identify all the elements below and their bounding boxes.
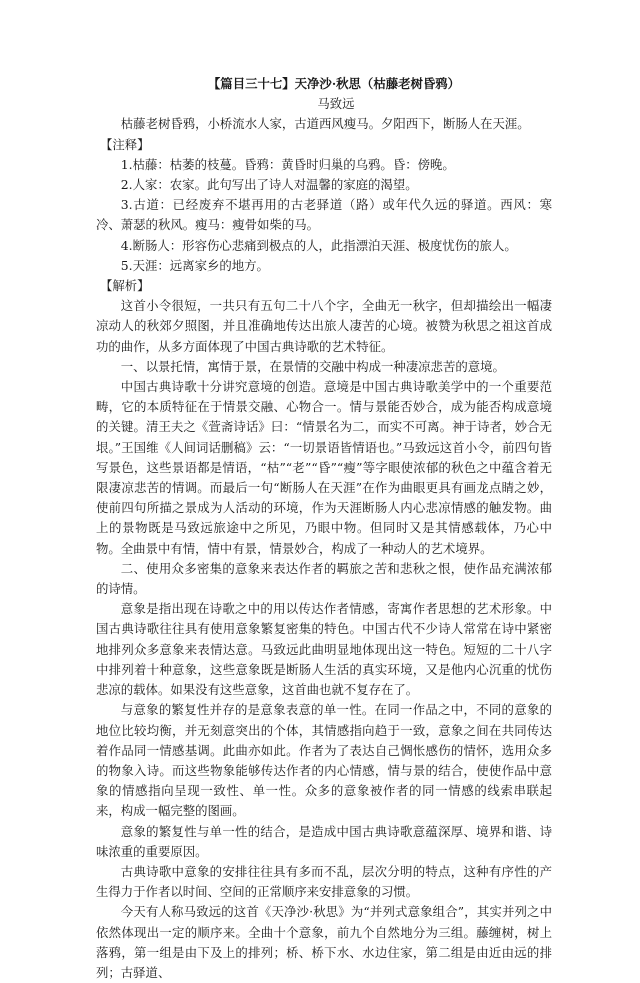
- analysis-paragraph-4: 二、使用众多密集的意象来表达作者的羁旅之苦和悲秋之恨，使作品充满浓郁的诗情。: [96, 560, 552, 597]
- analysis-paragraph-1: 这首小令很短，一共只有五句二十八个字，全曲无一秋字，但却描绘出一幅凄凉动人的秋郊夕照图，并且准确地传达出旅人凄苦的心境。被赞为秋思之祖这首成功的曲作，从多方面体现了中国古典诗歌的艺术特征。: [96, 298, 552, 354]
- analysis-heading: 【解析】: [100, 278, 150, 294]
- note-1: 1.枯藤：枯萎的枝蔓。昏鸦：黄昏时归巢的乌鸦。昏：傍晚。: [120, 156, 455, 172]
- analysis-paragraph-2: 一、以景托情，寓情于景，在景情的交融中构成一种凄凉悲苦的意境。: [120, 358, 505, 374]
- document-title: 【篇目三十七】天净沙·秋思（枯藤老树昏鸦）: [207, 76, 461, 91]
- note-3: 3.古道：已经废弃不堪再用的古老驿道（路）或年代久远的驿道。西风：寒冷、萧瑟的秋风。瘦马：瘦骨如柴的马。: [96, 197, 552, 233]
- note-4: 4.断肠人：形容伤心悲痛到极点的人，此指漂泊天涯、极度忧伤的旅人。: [120, 237, 517, 253]
- analysis-paragraph-5: 意象是指出现在诗歌之中的用以传达作者情感，寄寓作者思想的艺术形象。中国古典诗歌往往具有使用意象繁复密集的特色。中国古代不少诗人常常在诗中紧密地排列众多意象来表情达意。马致远此曲明显地体现出这一特色。短短的二十八字中排列着十种意象，这些意象既是断肠人生活的真实环境，又是他内心沉重的忧伤悲凉的载体。如果没有这些意象，这首曲也就不复存在了。: [96, 601, 552, 698]
- note-2: 2.人家：农家。此句写出了诗人对温馨的家庭的渴望。: [120, 177, 418, 193]
- analysis-paragraph-6: 与意象的繁复性并存的是意象表意的单一性。在同一作品之中，不同的意象的地位比较均衡，并无刻意突出的个体，其情感指向趋于一致，意象之间在共同传达着作品同一情感基调。此曲亦如此。作者为了表达自己惆怅感伤的情怀，选用众多的物象入诗。而这些物象能够传达作者的内心情感，情与景的结合，使使作品中意象的情感指向呈现一致性、单一性。众多的意象被作者的同一情感的线索串联起来，构成一幅完整的图画。: [96, 702, 552, 819]
- analysis-paragraph-3: 中国古典诗歌十分讲究意境的创造。意境是中国古典诗歌美学中的一个重要范畴，它的本质特征在于情景交融、心物合一。情与景能否妙合，成为能否构成意境的关键。清王夫之《萱斋诗话》曰：“情景名为二，而实不可离。神于诗者，妙合无垠。”王国维《人间词话删稿》云：“一切景语皆情语也。”马致远这首小令，前四句皆写景色，这些景语都是情语，“枯”“老”“昏”“瘦”等字眼使浓郁的秋色之中蕴含着无限凄凉悲苦的情调。而最后一句“断肠人在天涯”在作为曲眼更具有画龙点睛之妙，使前四句所描之景成为人活动的环境，作为天涯断肠人内心悲凉情感的触发物。曲上的景物既是马致远旅途中之所见，乃眼中物。但同时又是其情感载体，乃心中物。全曲景中有情，情中有景，情景妙合，构成了一种动人的艺术境界。: [96, 379, 552, 556]
- note-5: 5.天涯：远离家乡的地方。: [120, 257, 269, 273]
- document-page: [96, 74, 552, 983]
- poem-text: 枯藤老树昏鸦，小桥流水人家，古道西风瘦马。夕阳西下，断肠人在天涯。: [120, 116, 530, 132]
- notes-heading: 【注释】: [100, 136, 150, 152]
- document-author: 马致远: [317, 96, 355, 112]
- analysis-paragraph-7: 意象的繁复性与单一性的结合，是造成中国古典诗歌意蕴深厚、境界和谐、诗味浓重的重要原因。: [96, 823, 552, 859]
- analysis-paragraph-8: 古典诗歌中意象的安排往往具有多而不乱，层次分明的特点，这种有序性的产生得力于作者以时间、空间的正常顺序来安排意象的习惯。: [96, 863, 552, 900]
- analysis-paragraph-9: 今天有人称马致远的这首《天净沙·秋思》为“并列式意象组合”，其实并列之中依然体现出一定的顺序来。全曲十个意象，前九个自然地分为三组。藤缠树，树上落鸦，第一组是由下及上的排列；桥、桥下水、水边住家，第二组是由近由远的排列；古驿道、: [96, 904, 552, 980]
